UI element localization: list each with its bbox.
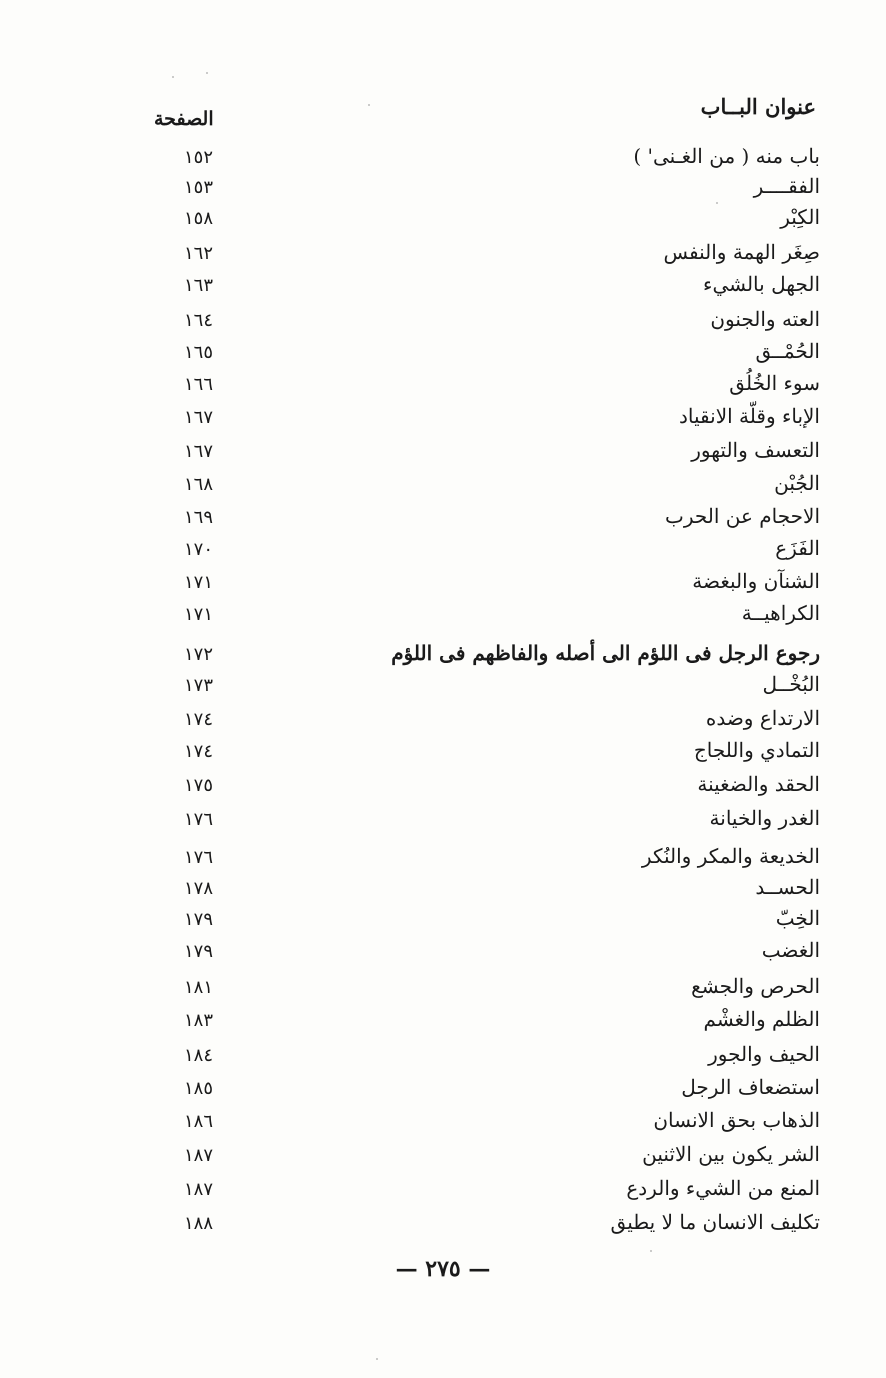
toc-row (0, 500, 886, 532)
toc-entry-title: الظلم والغشْم (703, 1007, 820, 1031)
toc-entry-title: الحرص والجشع (691, 974, 820, 998)
toc-entry-page-number: ١٧٣ (184, 675, 214, 696)
toc-entry-page-number: ١٥٨ (184, 208, 214, 229)
toc-entry-page-number: ١٧١ (184, 604, 214, 625)
toc-entry-page-number: ١٦٩ (184, 507, 214, 528)
toc-entry-page-number: ١٧١ (184, 572, 214, 593)
toc-entry-title: تكليف الانسان ما لا يطيق (610, 1210, 820, 1234)
toc-entry-page-number: ١٦٥ (184, 342, 214, 363)
toc-entry-page-number: ١٦٢ (184, 243, 214, 264)
toc-entry-page-number: ١٧٤ (184, 709, 214, 730)
toc-entry-title: رجوع الرجل فى اللؤم الى أصله والفاظهم فى اللؤم (391, 641, 820, 665)
toc-row (0, 268, 886, 300)
toc-entry-page-number: ١٦٣ (184, 275, 214, 296)
toc-entry-title: الخديعة والمكر والنُكر (641, 844, 820, 868)
toc-row (0, 934, 886, 966)
toc-row (0, 367, 886, 399)
toc-entry-page-number: ١٦٦ (184, 374, 214, 395)
toc-row (0, 1003, 886, 1035)
toc-entry-page-number: ١٨٥ (184, 1078, 214, 1099)
toc-entry-title: المنع من الشيء والردع (626, 1176, 820, 1200)
toc-entry-page-number: ١٨٣ (184, 1010, 214, 1031)
toc-entry-title: الكِبْر (780, 205, 820, 229)
toc-entry-page-number: ١٨١ (184, 977, 214, 998)
page-number: — ٢٧٥ — (395, 1256, 491, 1282)
toc-row (0, 201, 886, 233)
toc-entry-page-number: ١٧٦ (184, 847, 214, 868)
column-header-title: عنوان البــاب (700, 94, 816, 119)
toc-row (0, 668, 886, 700)
toc-entry-page-number: ١٨٧ (184, 1145, 214, 1166)
toc-row (0, 335, 886, 367)
toc-row (0, 140, 886, 172)
toc-row (0, 1138, 886, 1170)
toc-entry-title: صِغَر الهمة والنفس (663, 240, 820, 264)
toc-row (0, 303, 886, 335)
toc-entry-title: الحســد (755, 875, 820, 899)
toc-entry-page-number: ١٨٦ (184, 1111, 214, 1132)
toc-entry-title: الحيف والجور (708, 1042, 820, 1066)
scan-speck (376, 1358, 378, 1360)
toc-row (0, 702, 886, 734)
scan-speck (172, 76, 174, 78)
toc-row (0, 1104, 886, 1136)
toc-row (0, 467, 886, 499)
toc-entry-title: الفَزَع (775, 536, 820, 560)
toc-entry-page-number: ١٦٧ (184, 441, 214, 462)
toc-entry-page-number: ١٥٣ (184, 177, 214, 198)
toc-entry-title: الحُمْــق (755, 339, 820, 363)
toc-row (0, 734, 886, 766)
toc-entry-title: الارتداع وضده (705, 706, 820, 730)
toc-entry-page-number: ١٧٢ (184, 644, 214, 665)
toc-entry-page-number: ١٧٠ (184, 539, 214, 560)
toc-row (0, 532, 886, 564)
toc-row (0, 170, 886, 202)
toc-entry-page-number: ١٦٨ (184, 474, 214, 495)
toc-row (0, 1172, 886, 1204)
toc-entry-title: الخِبّ (775, 906, 820, 930)
scan-speck (650, 1250, 652, 1252)
toc-entry-title: الغدر والخيانة (709, 806, 820, 830)
scan-speck (368, 104, 370, 106)
toc-row (0, 970, 886, 1002)
toc-entry-title: الشر يكون بين الاثنين (642, 1142, 820, 1166)
toc-entry-page-number: ١٦٤ (184, 310, 214, 331)
toc-row (0, 597, 886, 629)
toc-entry-page-number: ١٨٨ (184, 1213, 214, 1234)
toc-row (0, 840, 886, 872)
toc-entry-title: التعسف والتهور (691, 438, 820, 462)
toc-row (0, 637, 886, 669)
toc-entry-page-number: ١٧٩ (184, 941, 214, 962)
toc-entry-title: الجهل بالشيء (703, 272, 820, 296)
toc-entry-title: البُخْــل (762, 672, 820, 696)
toc-entry-title: العته والجنون (710, 307, 820, 331)
column-header-page: الصفحة (154, 108, 214, 130)
toc-row (0, 565, 886, 597)
toc-row (0, 768, 886, 800)
scan-speck (206, 72, 208, 74)
toc-entry-page-number: ١٥٢ (184, 147, 214, 168)
toc-row (0, 1071, 886, 1103)
toc-row (0, 236, 886, 268)
toc-row (0, 434, 886, 466)
toc-entry-title: الجُبْن (774, 471, 820, 495)
toc-row (0, 1038, 886, 1070)
toc-entry-title: الإباء وقلّة الانقياد (679, 404, 820, 428)
toc-entry-title: الحقد والضغينة (697, 772, 820, 796)
toc-entry-title: الاحجام عن الحرب (664, 504, 820, 528)
toc-entry-title: الغضب (761, 938, 820, 962)
toc-entry-page-number: ١٧٦ (184, 809, 214, 830)
toc-entry-page-number: ١٧٤ (184, 741, 214, 762)
toc-entry-page-number: ١٦٧ (184, 407, 214, 428)
toc-entry-title: استضعاف الرجل (681, 1075, 820, 1099)
toc-row (0, 400, 886, 432)
toc-row (0, 871, 886, 903)
toc-entry-title: الفقــــر (753, 174, 820, 198)
toc-entry-title: الذهاب بحق الانسان (653, 1108, 820, 1132)
toc-entry-page-number: ١٨٧ (184, 1179, 214, 1200)
toc-row (0, 902, 886, 934)
toc-entry-page-number: ١٧٨ (184, 878, 214, 899)
toc-row (0, 802, 886, 834)
toc-entry-title: باب منه ( من الغـنى' ) (633, 144, 820, 168)
toc-entry-page-number: ١٨٤ (184, 1045, 214, 1066)
toc-row (0, 1206, 886, 1238)
toc-entry-page-number: ١٧٥ (184, 775, 214, 796)
toc-entry-title: الشنآن والبغضة (692, 569, 820, 593)
toc-entry-title: الكراهيــة (741, 601, 820, 625)
scan-speck (716, 202, 718, 204)
toc-entry-page-number: ١٧٩ (184, 909, 214, 930)
toc-entry-title: التمادي واللجاج (693, 738, 820, 762)
toc-entry-title: سوء الخُلُق (729, 371, 820, 395)
